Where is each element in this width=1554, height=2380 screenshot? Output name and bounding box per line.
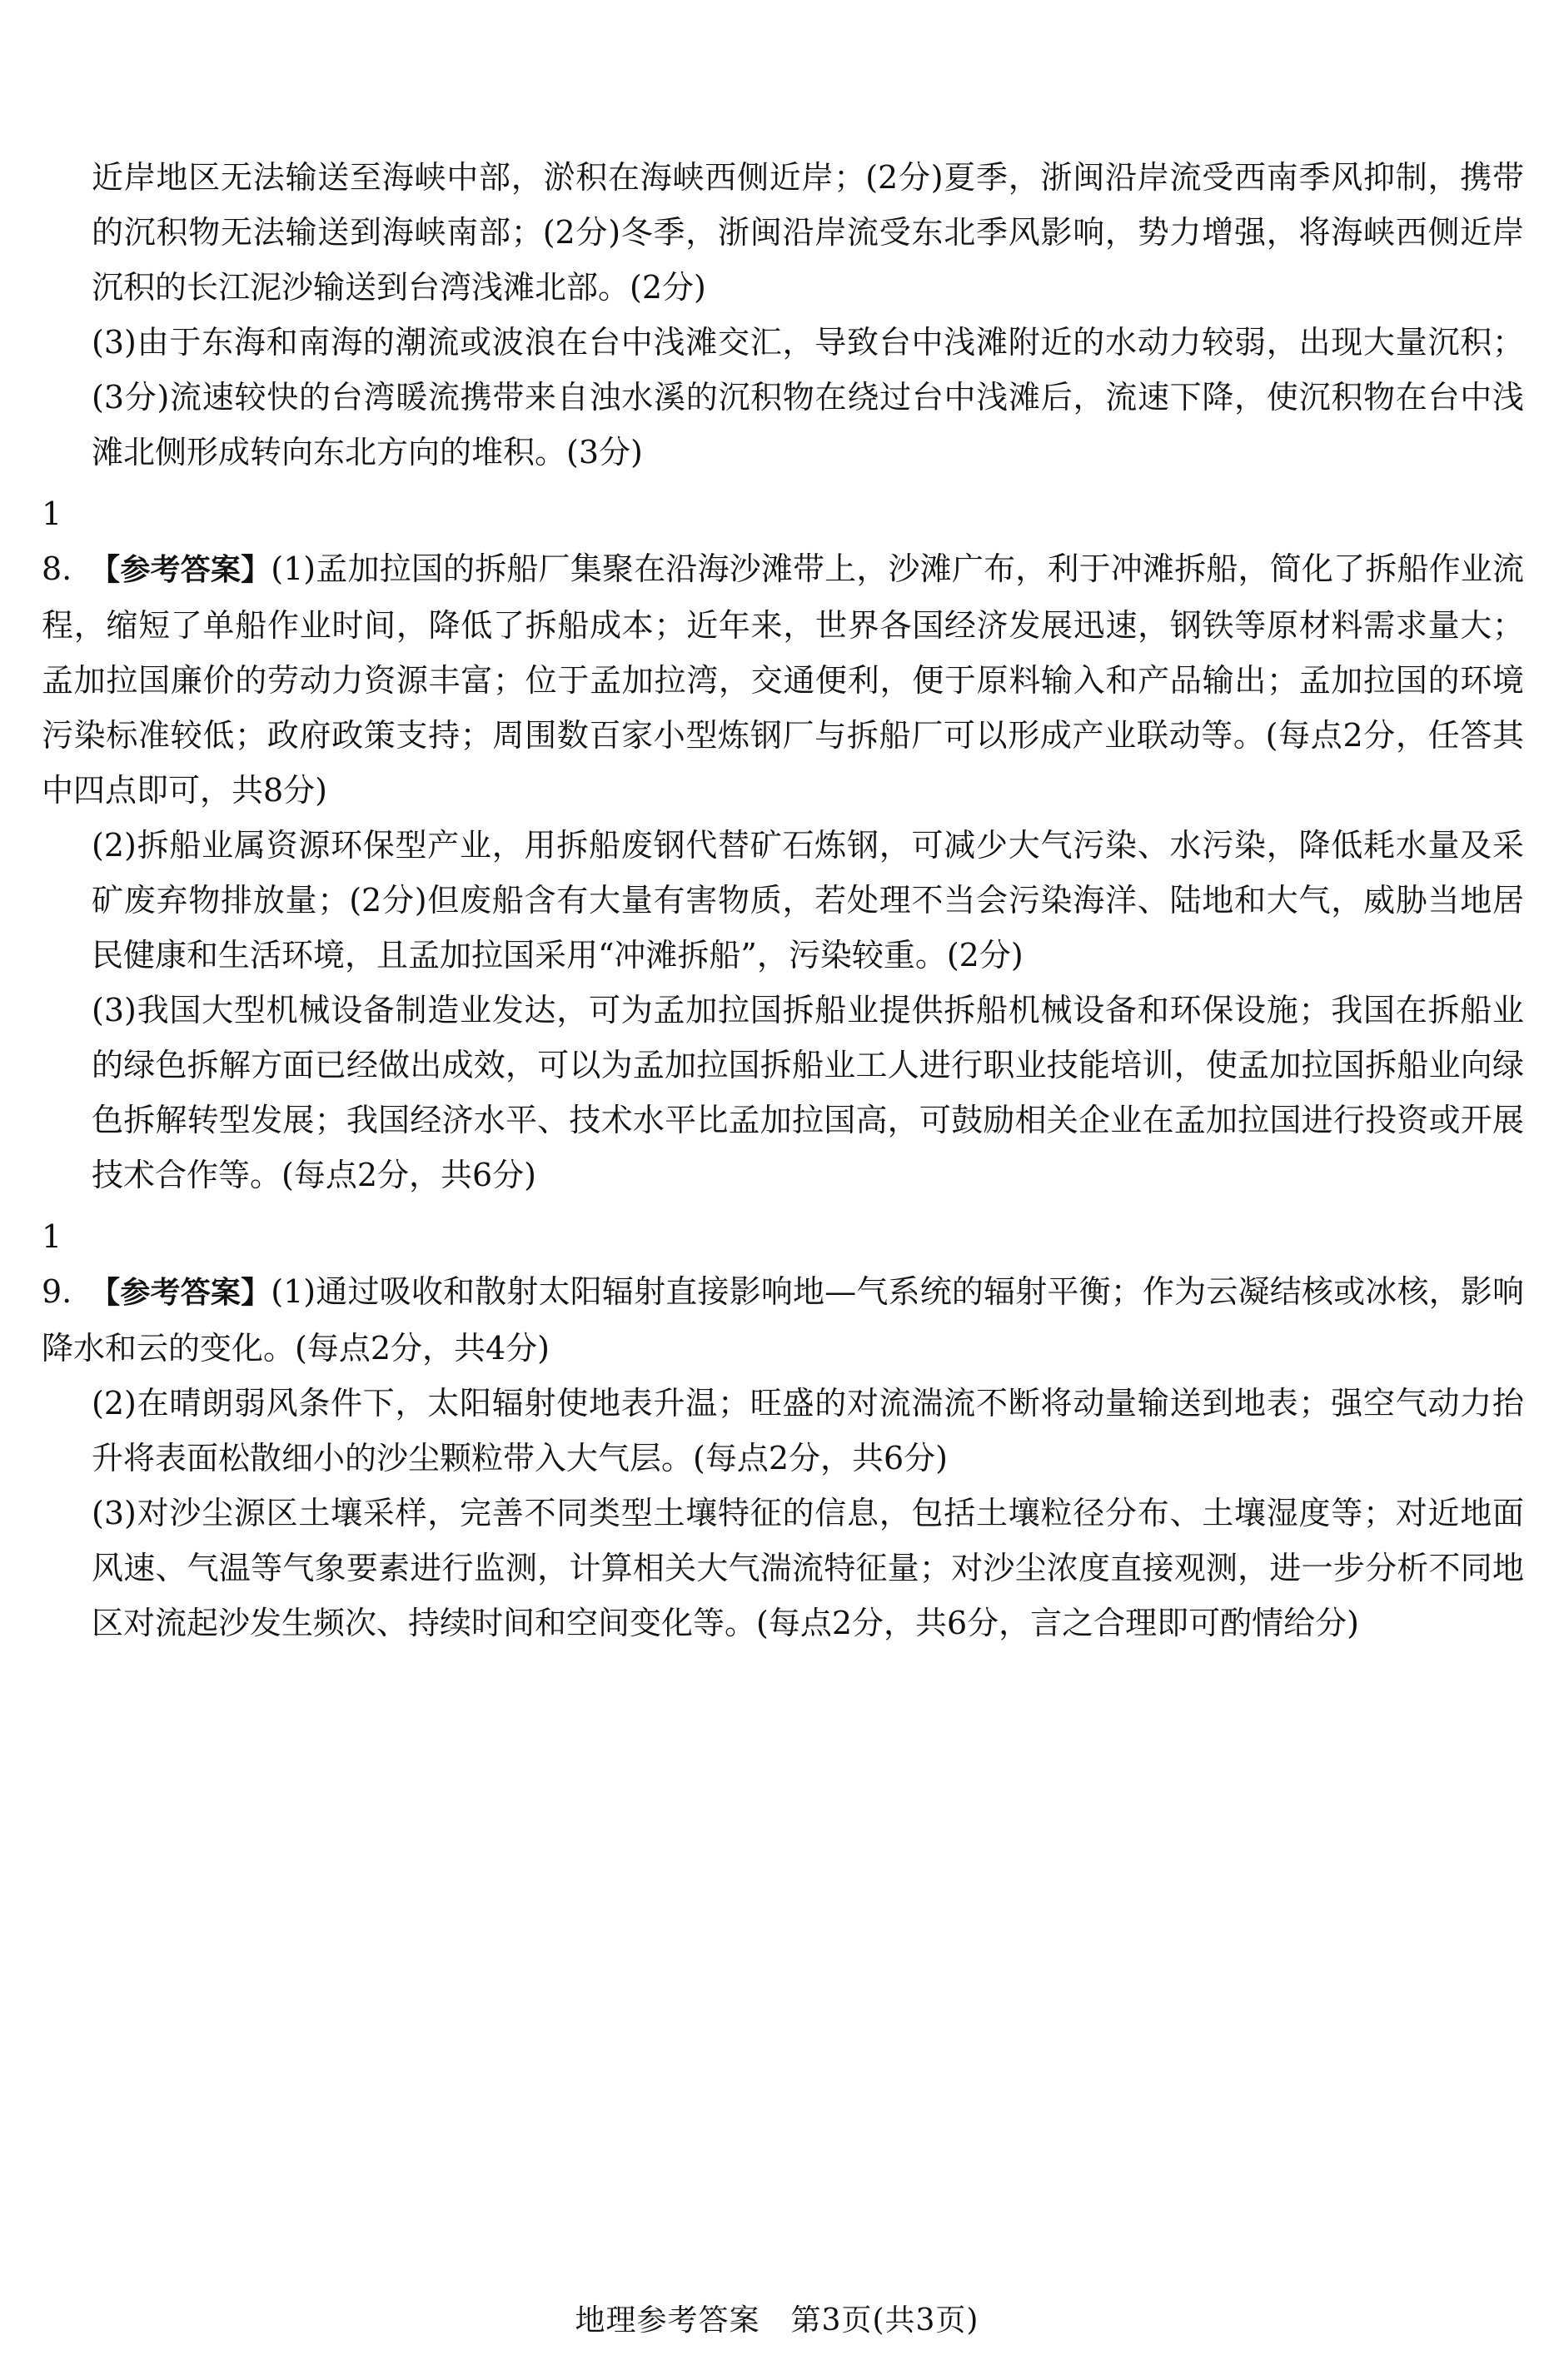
q17-part3: (3)由于东海和南海的潮流或波浪在台中浅滩交汇，导致台中浅滩附近的水动力较弱，出现大量沉积；(3分)流速较快的台湾暖流携带来自浊水溪的沉积物在绕过台中浅滩后，流速下降，使沉积物在台中浅滩北侧形成转向东北方向的堆积。(3分) [92, 324, 1524, 471]
q18-part1-line [42, 486, 1524, 818]
q17-part2-continuation: 近岸地区无法输送至海峡中部，淤积在海峡西侧近岸；(2分)夏季，浙闽沿岸流受西南季风抑制，携带的沉积物无法输送到海峡南部；(2分)冬季，浙闽沿岸流受东北季风影响，势力增强，将海峡西侧近岸沉积的长江泥沙输送到台湾浅滩北部。(2分) [92, 159, 1524, 306]
q19-answer-tag: 【参考答案】 [90, 1276, 271, 1310]
q18-part2: (2)拆船业属资源环保型产业，用拆船废钢代替矿石炼钢，可减少大气污染、水污染，降低耗水量及采矿废弃物排放量；(2分)但废船含有大量有害物质，若处理不当会污染海洋、陆地和大气，威胁当地居民健康和生活环境，且孟加拉国采用“冲滩拆船”，污染较重。(2分) [92, 827, 1524, 973]
answer-content [42, 150, 1524, 1651]
q18-part3: (3)我国大型机械设备制造业发达，可为孟加拉国拆船业提供拆船机械设备和环保设施；我国在拆船业的绿色拆解方面已经做出成效，可以为孟加拉国拆船业工人进行职业技能培训，使孟加拉国拆船业向绿色拆解转型发展；我国经济水平、技术水平比孟加拉国高，可鼓励相关企业在孟加拉国进行投资或开展技术合作等。(每点2分，共6分) [92, 992, 1524, 1193]
question-18 [42, 486, 1524, 1202]
q19-part1-line [42, 1209, 1524, 1376]
q19-part2: (2)在晴朗弱风条件下，太阳辐射使地表升温；旺盛的对流湍流不断将动量输送到地表；强空气动力抬升将表面松散细小的沙尘颗粒带入大气层。(每点2分，共6分) [92, 1385, 1524, 1476]
page-footer: 地理参考答案 第3页(共3页) [575, 2303, 979, 2338]
q18-number: 18. [42, 495, 72, 587]
q19-part3: (3)对沙尘源区土壤采样，完善不同类型土壤特征的信息，包括土壤粒径分布、土壤湿度等；对近地面风速、气温等气象要素进行监测，计算相关大气湍流特征量；对沙尘浓度直接观测，进一步分析不同地区对流起沙发生频次、持续时间和空间变化等。(每点2分，共6分，言之合理即可酌情给分) [92, 1495, 1524, 1641]
question-19 [42, 1209, 1524, 1651]
q19-number: 19. [42, 1218, 72, 1310]
q18-part1: (1)孟加拉国的拆船厂集聚在沿海沙滩带上，沙滩广布，利于冲滩拆船，简化了拆船作业流程，缩短了单船作业时间，降低了拆船成本；近年来，世界各国经济发展迅速，钢铁等原材料需求量大；孟加拉国廉价的劳动力资源丰富；位于孟加拉湾，交通便利，便于原料输入和产品输出；孟加拉国的环境污染标准较低；政府政策支持；周围数百家小型炼钢厂与拆船厂可以形成产业联动等。(每点2分，任答其中四点即可，共8分) [42, 550, 1524, 809]
q19-part1: (1)通过吸收和散射太阳辐射直接影响地—气系统的辐射平衡；作为云凝结核或冰核，影响降水和云的变化。(每点2分，共4分) [42, 1273, 1524, 1367]
q18-answer-tag: 【参考答案】 [90, 553, 271, 587]
